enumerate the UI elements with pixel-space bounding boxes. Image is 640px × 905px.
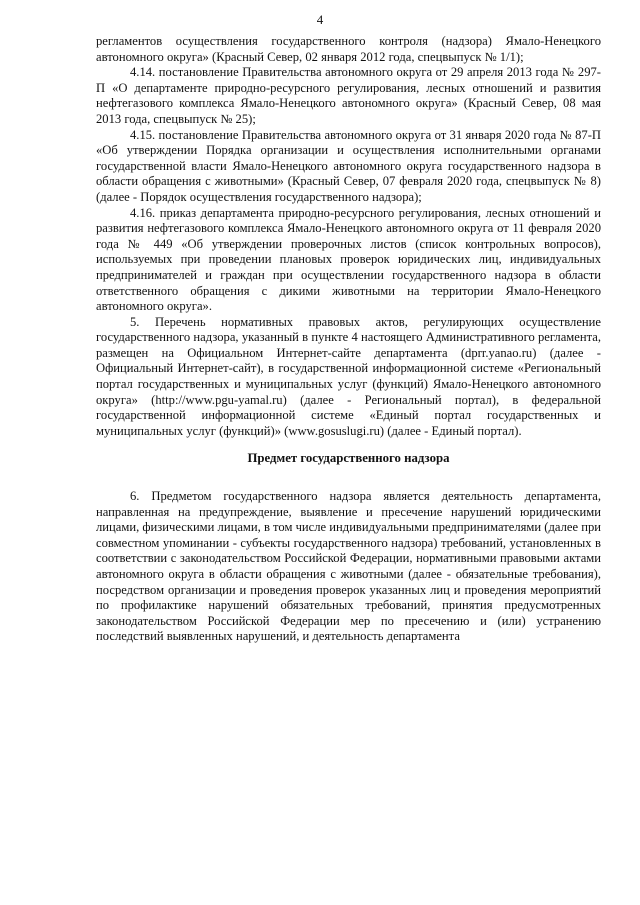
paragraph-4-15: 4.15. постановление Правительства автономного округа от 31 января 2020 года № 87-П «Об утверждении Порядка организации и осуществления исполнительными органами государственной власти Ямало-Ненецкого автономного округа государственного надзора в области обращения с животными» (Красный Север, 07 февраля 2020 года, спецвыпуск № 8) (далее - Порядок осуществления государственного надзора); [96, 127, 601, 204]
paragraph-5: 5. Перечень нормативных правовых актов, регулирующих осуществление государственного надзора, указанный в пункте 4 настоящего Административного регламента, размещен на Официальном Интернет-сайте департамента (dprr.yanao.ru) (далее - Официальный Интернет-сайт), в государственной информационной системе «Региональный портал государственных и муниципальных услуг (функций) Ямало-Ненецкого автономного округа» (http://www.pgu-yamal.ru) (далее - Региональный портал), в федеральной государственной информационной системе «Единый портал государственных и муниципальных услуг (функций)» (www.gosuslugi.ru) (далее - Единый портал). [96, 314, 601, 438]
document-body [96, 34, 601, 645]
paragraph-continued: регламентов осуществления государственного контроля (надзора) Ямало-Ненецкого автономного округа» (Красный Север, 02 января 2012 года, спецвыпуск № 1/1); [96, 34, 601, 64]
paragraph-6: 6. Предметом государственного надзора является деятельность департамента, направленная на предупреждение, выявление и пресечение нарушений юридическими лицами, физическими лицами, в том числе индивидуальными предпринимателями (далее при совместном упоминании - субъекты государственного надзора) требований, установленных в соответствии с законодательством Российской Федерации, нормативными правовыми актами автономного округа в области обращения с животными (далее - обязательные требования), посредством организации и проведения проверок указанных лиц и проведения мероприятий по профилактике нарушений обязательных требований, принятия предусмотренных законодательством Российской Федерации мер по пресечению и (или) устранению последствий выявленных нарушений, и деятельность департамента [96, 489, 601, 644]
section-heading: Предмет государственного надзора [247, 451, 450, 466]
paragraph-4-16: 4.16. приказ департамента природно-ресурсного регулирования, лесных отношений и развития нефтегазового комплекса Ямало-Ненецкого автономного округа от 11 февраля 2020 года № 449 «Об утверждении проверочных листов (список контрольных вопросов), используемых при проведении плановых проверок юридических лиц, индивидуальных предпринимателей и граждан при осуществлении государственного надзора в области ответственного обращения с дикими животными на территории Ямало-Ненецкого автономного округа». [96, 205, 601, 314]
paragraph-4-14: 4.14. постановление Правительства автономного округа от 29 апреля 2013 года № 297-П «О департаменте природно-ресурсного регулирования, лесных отношений и развития нефтегазового комплекса Ямало-Ненецкого автономного округа» (Красный Север, 08 мая 2013 года, спецвыпуск № 25); [96, 65, 601, 126]
page-number: 4 [316, 12, 324, 27]
